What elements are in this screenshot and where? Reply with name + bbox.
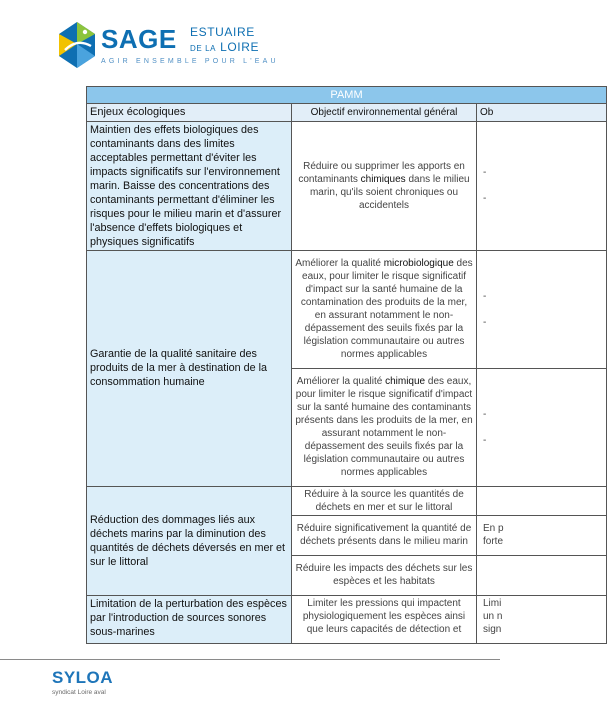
enjeu-cell: Limitation de la perturbation des espèces par l'introduction de sources sonores sous-marines [87,595,292,643]
objective-text: Améliorer la qualité [295,258,381,270]
operational-cell: - - [477,250,607,368]
brand-de-la: DE LA [190,44,217,53]
table-title: PAMM [87,87,607,104]
objective-text: des eaux, pour limiter le risque significatif d'impact sur la santé humaine de la contamination des produits de la mer, en assurant notamment le non-dépassement des seuils fixés par la législation communautaire ou autres normes applicables [300,258,473,361]
enjeu-cell: Réduction des dommages liés aux déchets marins par la diminution des quantités de déchets déversés en mer et sur le littoral [87,486,292,595]
footer-divider [0,659,500,660]
objective-cell: Réduire significativement la quantité de déchets présents dans le milieu marin [292,515,477,555]
objective-cell [292,250,477,368]
header-enjeux: Enjeux écologiques [87,104,292,121]
operational-cell [477,486,607,515]
brand-estuaire: ESTUAIRE [190,25,255,39]
brand-tagline: AGIR ENSEMBLE POUR L'EAU [101,58,279,65]
objective-text: des eaux, pour limiter le risque significatif d'impact sur la santé humaine des contaminants présents dans les produits de la mer, en assurant notamment le non-dépassement des seuils fixés par la législation communautaire ou autres normes applicables [295,376,473,479]
syloa-subtitle: syndicat Loire aval [52,689,106,696]
operational-cell: - - [477,368,607,486]
operational-cell [477,555,607,595]
objective-cell [292,121,477,250]
sage-logo [55,20,315,70]
pamm-table [86,86,607,644]
syloa-logo [52,668,172,704]
objective-cell: Réduire à la source les quantités de déchets en mer et sur le littoral [292,486,477,515]
objective-cell: Limiter les pressions qui impactent physiologiquement les espèces ainsi que leurs capacités de détection et [292,595,477,643]
header-objectif-operationnel: Ob [477,104,607,121]
syloa-wordmark: SYLOA [52,668,114,687]
operational-cell: - - [477,121,607,250]
table-title-row [87,87,607,104]
pamm-table-viewport [86,86,504,638]
objective-keyword: chimiques [360,173,406,185]
objective-cell: Réduire les impacts des déchets sur les espèces et les habitats [292,555,477,595]
table-row [87,595,607,643]
table-row [87,250,607,368]
operational-cell: Limi un n sign [477,595,607,643]
enjeu-cell: Maintien des effets biologiques des contaminants dans des limites acceptables permettant d'éviter les impacts significatifs sur l'environnement marin. Baisse des concentrations des contaminants permettant d'éliminer les risques pour le milieu marin et d'assurer l'absence d'effets biologiques et physiques significatifs [87,121,292,250]
brand-loire: LOIRE [220,40,260,54]
table-header-row [87,104,607,121]
brand-de-la-loire [190,40,259,54]
objective-text: Réduire ou supprimer les apports en contaminants [298,160,465,185]
header-objectif-general: Objectif environnemental général [292,104,477,121]
objective-keyword: microbiologique [383,258,454,270]
objective-text: Améliorer la qualité [296,376,383,388]
table-row [87,121,607,250]
enjeu-cell: Garantie de la qualité sanitaire des produits de la mer à destination de la consommation humaine [87,250,292,486]
objective-text: dans le milieu marin, qu'ils soient chroniques ou accidentels [309,173,470,211]
objective-keyword: chimique [385,376,426,388]
objective-cell [292,368,477,486]
operational-cell: En p forte [477,515,607,555]
sage-emblem-icon [55,20,99,70]
table-row [87,486,607,515]
brand-sage: SAGE [101,24,177,54]
